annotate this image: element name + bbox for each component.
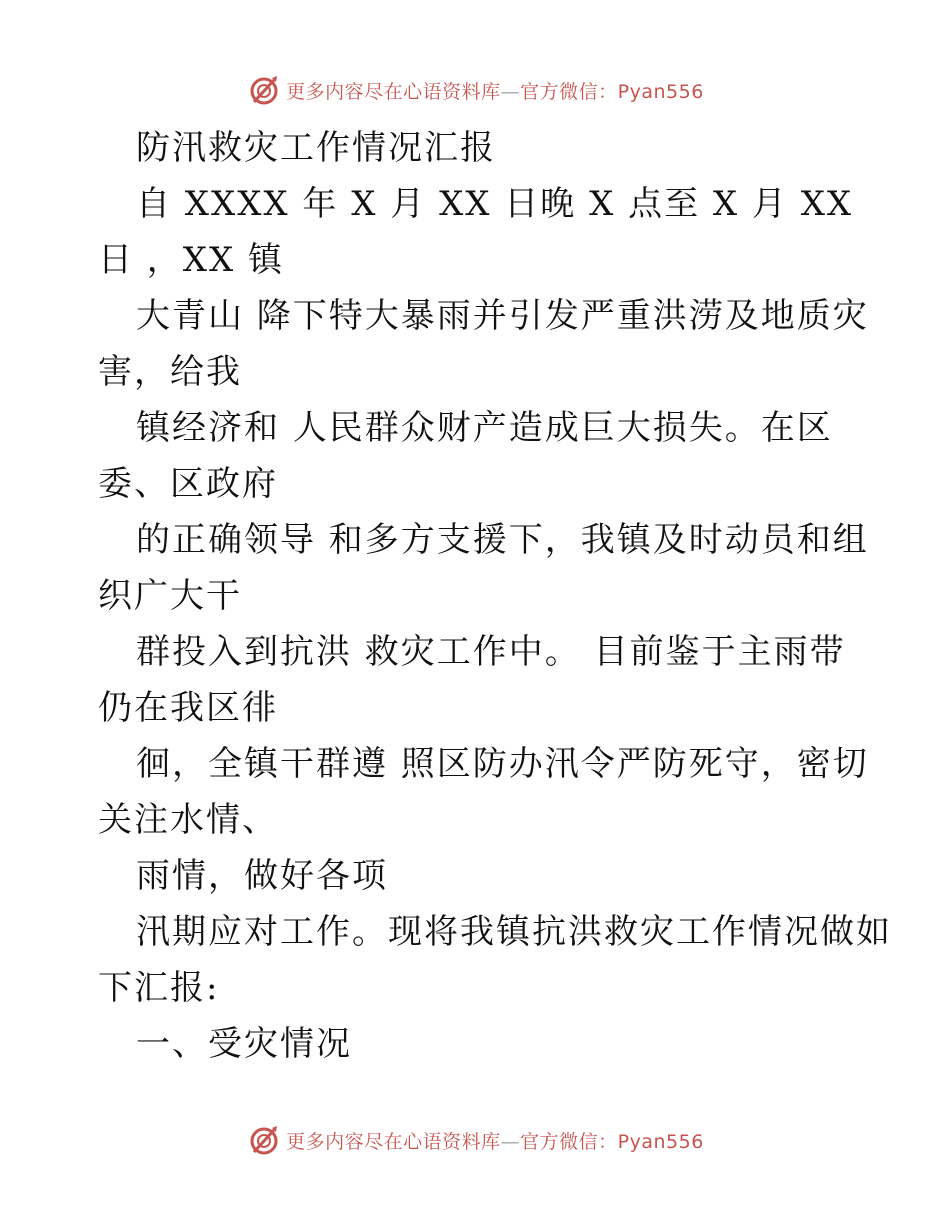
paragraph-line: 仍在我区徘 [98,688,278,728]
paragraph-line: 害，给我 [98,352,242,392]
paragraph [98,176,878,288]
banner-separator: — [500,80,521,103]
paragraph-line: 汛期应对工作。现将我镇抗洪救灾工作情况做如 [136,912,892,952]
paragraph [98,288,878,400]
footer-banner [0,1120,950,1160]
paragraph-line: 自 XXXX 年 X 月 XX 日晚 X 点至 X 月 XX [136,184,854,224]
banner-title: 更多内容尽在心语资料库 [286,80,501,103]
banner-separator: — [500,1130,521,1153]
paragraph [98,904,892,1016]
paragraph [98,848,878,904]
document-body [98,120,892,1072]
paragraph-line: 关注水情、 [98,800,278,840]
paragraph-line: 雨情，做好各项 [136,856,388,896]
banner-text [286,1127,704,1154]
paragraph [98,736,878,848]
header-banner [0,70,950,110]
logo-icon [246,72,282,108]
paragraph-line: 大青山 降下特大暴雨并引发严重洪涝及地质灾 [136,296,869,336]
banner-suffix: 官方微信：Pyan556 [520,1130,704,1153]
paragraph [98,512,878,624]
banner-text [286,77,704,104]
paragraph-line: 镇经济和 人民群众财产造成巨大损失。在区 [136,408,833,448]
paragraph-line: 徊，全镇干群遵 照区防办汛令严防死守，密切 [136,744,869,784]
paragraph-line: 织广大干 [98,576,242,616]
paragraph [98,624,878,736]
banner-suffix: 官方微信：Pyan556 [520,80,704,103]
section-heading [98,1016,878,1072]
paragraph-line: 委、区政府 [98,464,278,504]
paragraph-line: 群投入到抗洪 救灾工作中。 目前鉴于主雨带 [136,632,846,672]
paragraph-line: 的正确领导 和多方支援下，我镇及时动员和组 [136,520,869,560]
paragraph-line: 一、受灾情况 [136,1024,352,1064]
paragraph-line: 防汛救灾工作情况汇报 [136,128,496,168]
paragraph [98,400,878,512]
paragraph-line: 下汇报: [98,968,220,1008]
paragraph-line: 日 ，XX 镇 [98,240,285,280]
banner-title: 更多内容尽在心语资料库 [286,1130,501,1153]
logo-icon [246,1122,282,1158]
document-title [98,120,878,176]
